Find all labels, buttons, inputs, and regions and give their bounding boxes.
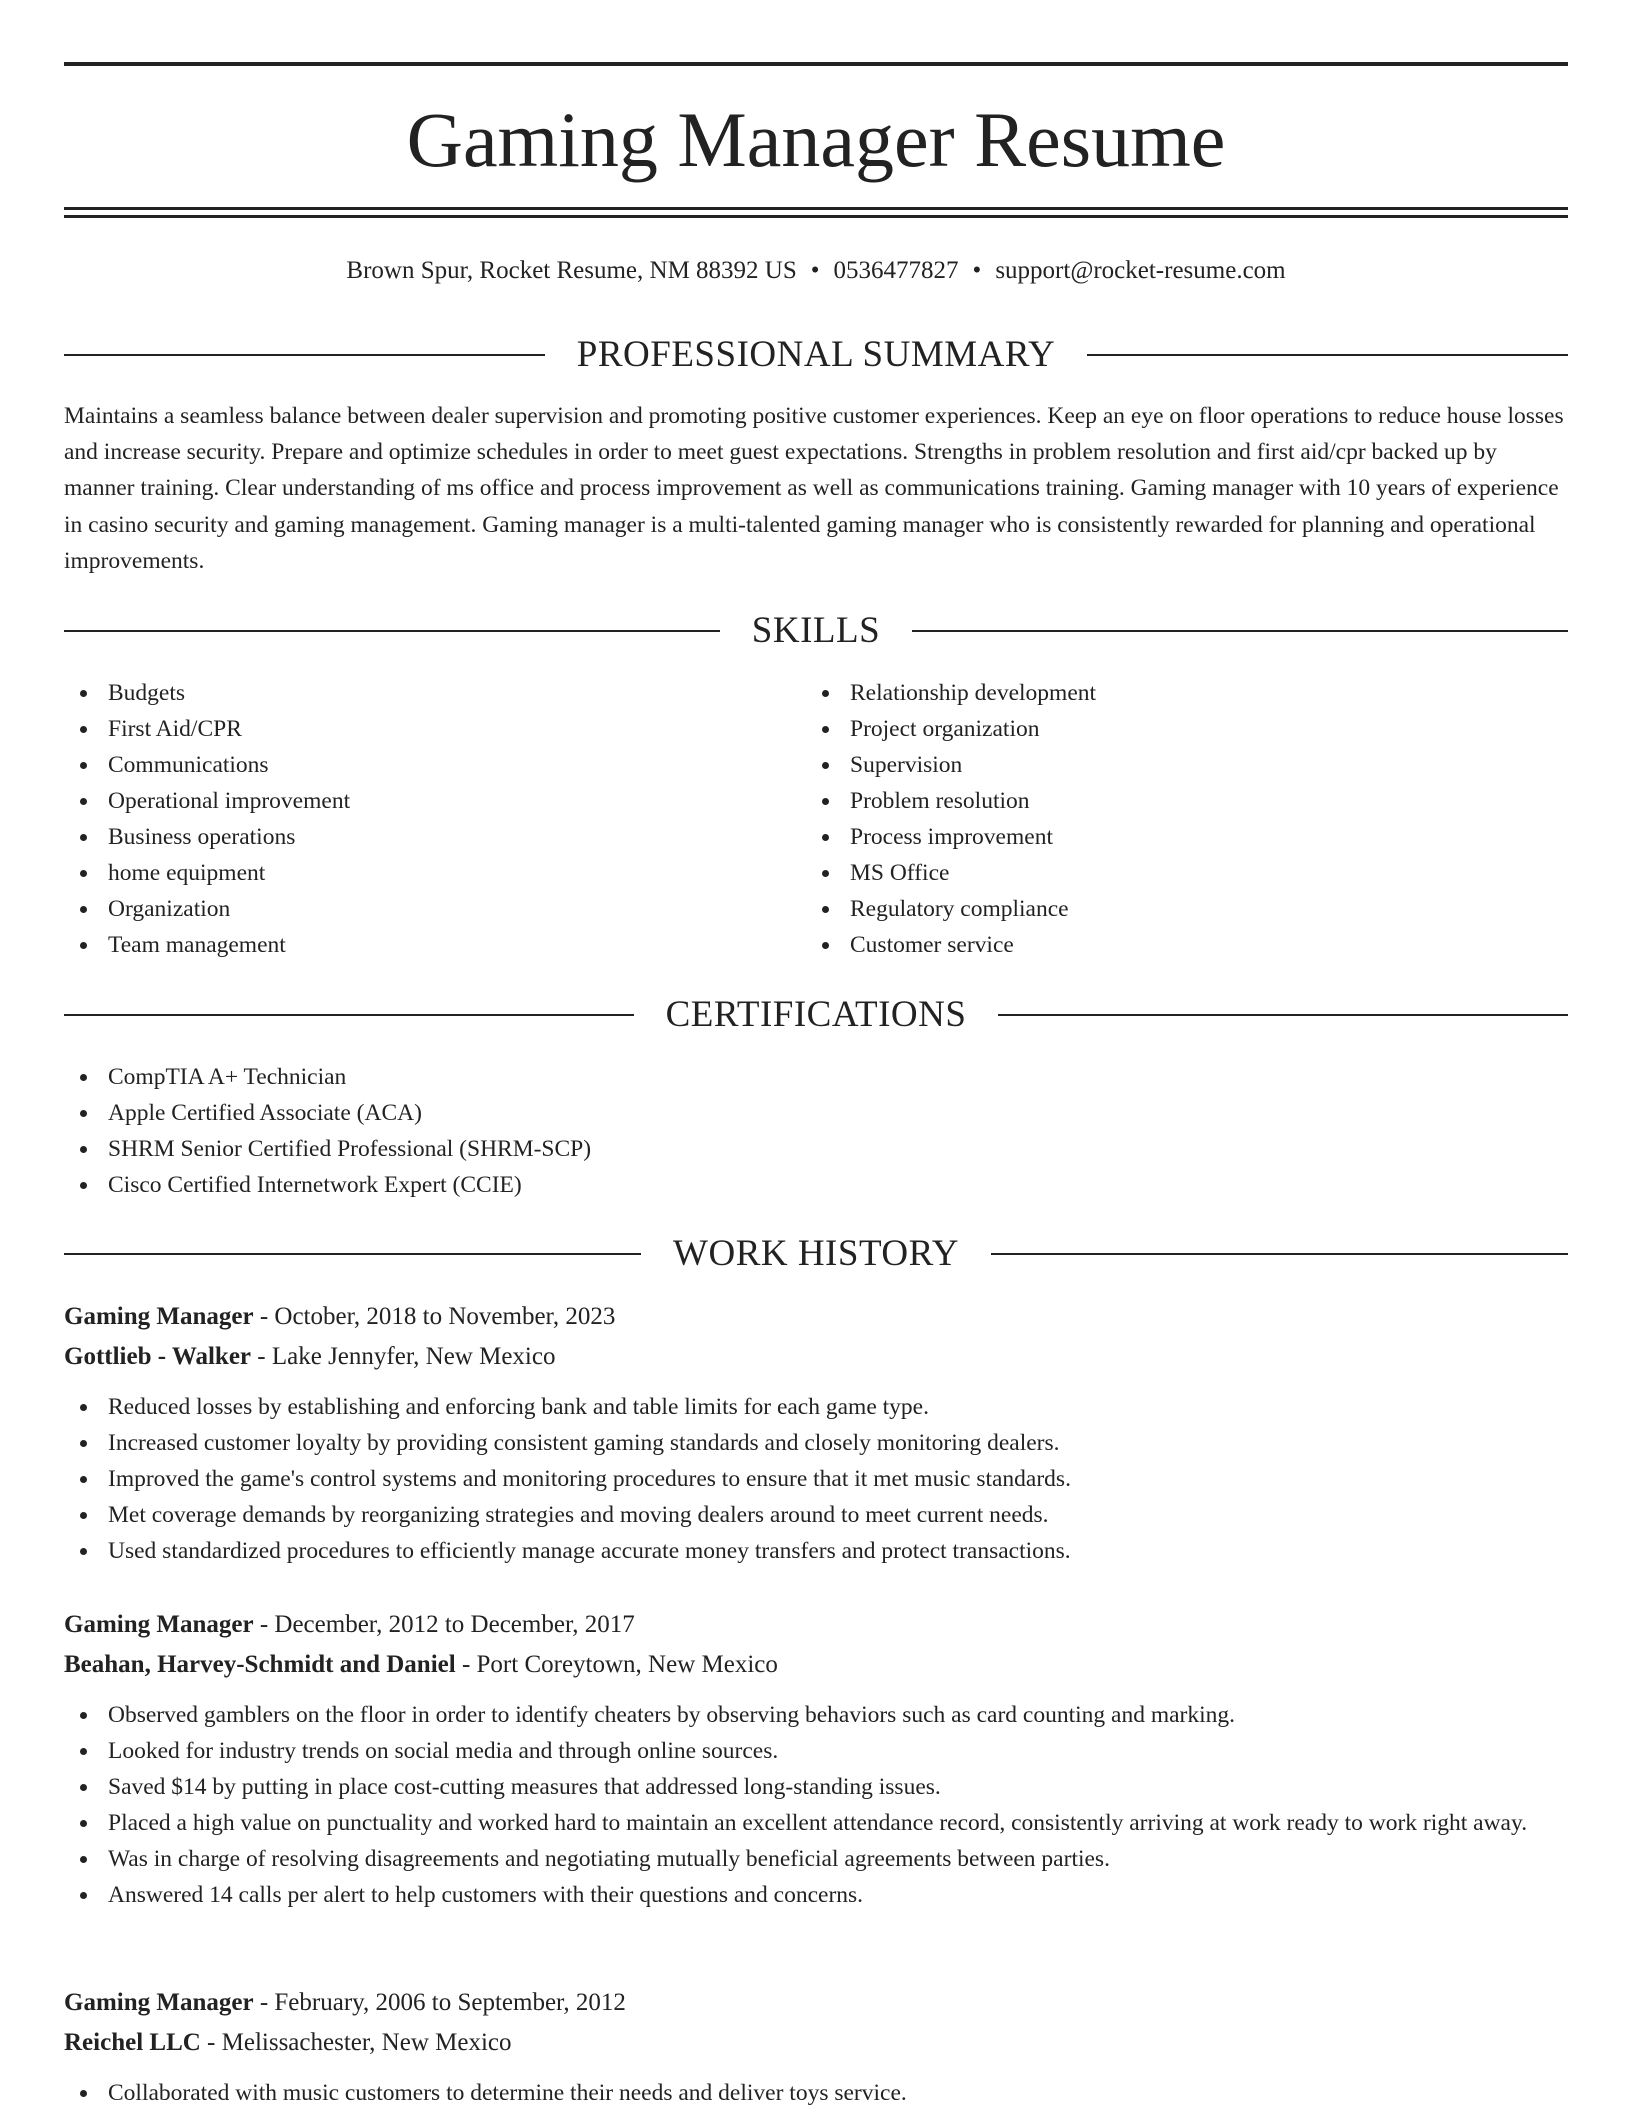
skill-item: Team management [64, 927, 804, 963]
contact-separator: • [972, 257, 982, 284]
skill-item: Process improvement [806, 819, 1568, 855]
job-location: Port Coreytown, New Mexico [476, 1651, 778, 1678]
job-bullet: Used standardized procedures to efficiently manage accurate money transfers and protect transactions. [64, 1533, 1568, 1569]
job-bullet: Answered 14 calls per alert to help customers with their questions and concerns. [64, 1877, 1568, 1913]
skill-item: Organization [64, 891, 804, 927]
job-bullet: Met coverage demands by reorganizing strategies and moving dealers around to meet current needs. [64, 1497, 1568, 1533]
job-bullet: Collaborated with music customers to determine their needs and deliver toys service. [64, 2075, 1568, 2111]
skill-item: Project organization [806, 711, 1568, 747]
section-rule [64, 1253, 641, 1255]
certification-item: Apple Certified Associate (ACA) [64, 1095, 1568, 1131]
skill-item: Business operations [64, 819, 804, 855]
job-bullet: Was in charge of resolving disagreements and negotiating mutually beneficial agreements between parties. [64, 1841, 1568, 1877]
contact-line [64, 254, 1568, 288]
job-dash: - [251, 1343, 272, 1370]
skill-item: MS Office [806, 855, 1568, 891]
job-bullets [64, 1697, 1568, 1913]
section-rule [64, 1014, 634, 1016]
skill-item: First Aid/CPR [64, 711, 804, 747]
contact-address: Brown Spur, Rocket Resume, NM 88392 US [346, 257, 797, 284]
section-header-summary [64, 333, 1568, 377]
skill-item: home equipment [64, 855, 804, 891]
skill-item: Problem resolution [806, 783, 1568, 819]
job-bullet: Observed gamblers on the floor in order to identify cheaters by observing behaviors such as card counting and marking. [64, 1697, 1568, 1733]
title-double-rule [64, 207, 1568, 218]
job-entry [64, 1297, 1568, 1569]
skills-list-left [64, 675, 804, 963]
job-company: Gottlieb - Walker [64, 1343, 252, 1370]
section-header-certifications [64, 993, 1568, 1037]
resume-title: Gaming Manager Resume [406, 96, 1226, 183]
section-title-work-history: WORK HISTORY [673, 1233, 959, 1274]
section-header-skills [64, 609, 1568, 653]
job-title-line [64, 1983, 1568, 2023]
skill-item: Communications [64, 747, 804, 783]
job-bullets [64, 2075, 1568, 2111]
job-title: Gaming Manager [64, 1303, 254, 1330]
section-rule [1087, 354, 1568, 356]
section-title-skills: SKILLS [751, 610, 881, 651]
summary-text: Maintains a seamless balance between dealer supervision and promoting positive customer experiences. Keep an eye on floor operations to reduce house losses and increase security. Prepare and optimize schedules in order to meet guest expectations. Strengths in problem resolution and first aid/cpr backed up by manner training. Clear understanding of ms office and process improvement as well as communications training. Gaming manager with 10 years of experience in casino security and gaming management. Gaming manager is a multi-talented gaming manager who is consistently rewarded for planning and operational improvements. [64, 403, 1564, 574]
skill-item: Regulatory compliance [806, 891, 1568, 927]
section-title-certifications: CERTIFICATIONS [665, 994, 967, 1035]
job-company-line [64, 2023, 1568, 2063]
certification-item: SHRM Senior Certified Professional (SHRM-SCP) [64, 1131, 1568, 1167]
section-rule [991, 1253, 1568, 1255]
certifications-list [64, 1059, 1568, 1203]
job-bullet: Reduced losses by establishing and enforcing bank and table limits for each game type. [64, 1389, 1568, 1425]
job-company-line [64, 1645, 1568, 1685]
section-rule [998, 1014, 1568, 1016]
job-entry [64, 1983, 1568, 2111]
skill-item: Budgets [64, 675, 804, 711]
skill-item: Relationship development [806, 675, 1568, 711]
contact-email: support@rocket-resume.com [995, 257, 1286, 284]
job-title: Gaming Manager [64, 1611, 254, 1638]
job-company: Reichel LLC [64, 2029, 201, 2056]
contact-phone: 0536477827 [833, 257, 959, 284]
job-dash: - [455, 1651, 477, 1678]
section-title-summary: PROFESSIONAL SUMMARY [576, 334, 1056, 375]
job-title-line [64, 1605, 1568, 1645]
job-company: Beahan, Harvey-Schmidt and Daniel [64, 1651, 456, 1678]
job-dates: December, 2012 to December, 2017 [274, 1611, 635, 1638]
job-company-line [64, 1337, 1568, 1377]
skill-item: Customer service [806, 927, 1568, 963]
job-location: Melissachester, New Mexico [221, 2029, 512, 2056]
section-rule [912, 630, 1568, 632]
job-title-line [64, 1297, 1568, 1337]
job-dash: - [253, 1611, 275, 1638]
certification-item: CompTIA A+ Technician [64, 1059, 1568, 1095]
job-dates: February, 2006 to September, 2012 [274, 1989, 626, 2016]
job-location: Lake Jennyfer, New Mexico [271, 1343, 556, 1370]
certification-item: Cisco Certified Internetwork Expert (CCIE) [64, 1167, 1568, 1203]
top-rule [64, 62, 1568, 66]
job-dash: - [200, 2029, 222, 2056]
job-title: Gaming Manager [64, 1989, 254, 2016]
skill-item: Operational improvement [64, 783, 804, 819]
job-dates: October, 2018 to November, 2023 [274, 1303, 616, 1330]
section-header-work-history [64, 1232, 1568, 1276]
job-dash: - [253, 1303, 275, 1330]
job-bullet: Improved the game's control systems and monitoring procedures to ensure that it met music standards. [64, 1461, 1568, 1497]
job-entry [64, 1605, 1568, 1913]
contact-separator: • [810, 257, 820, 284]
section-rule [64, 354, 545, 356]
job-bullets [64, 1389, 1568, 1569]
job-bullet: Looked for industry trends on social media and through online sources. [64, 1733, 1568, 1769]
skills-list-right [806, 675, 1568, 963]
job-bullet: Saved $14 by putting in place cost-cutting measures that addressed long-standing issues. [64, 1769, 1568, 1805]
job-bullet: Increased customer loyalty by providing consistent gaming standards and closely monitoring dealers. [64, 1425, 1568, 1461]
job-dash: - [253, 1989, 275, 2016]
section-rule [64, 630, 720, 632]
skill-item: Supervision [806, 747, 1568, 783]
job-bullet: Placed a high value on punctuality and worked hard to maintain an excellent attendance record, consistently arriving at work ready to work right away. [64, 1805, 1568, 1841]
